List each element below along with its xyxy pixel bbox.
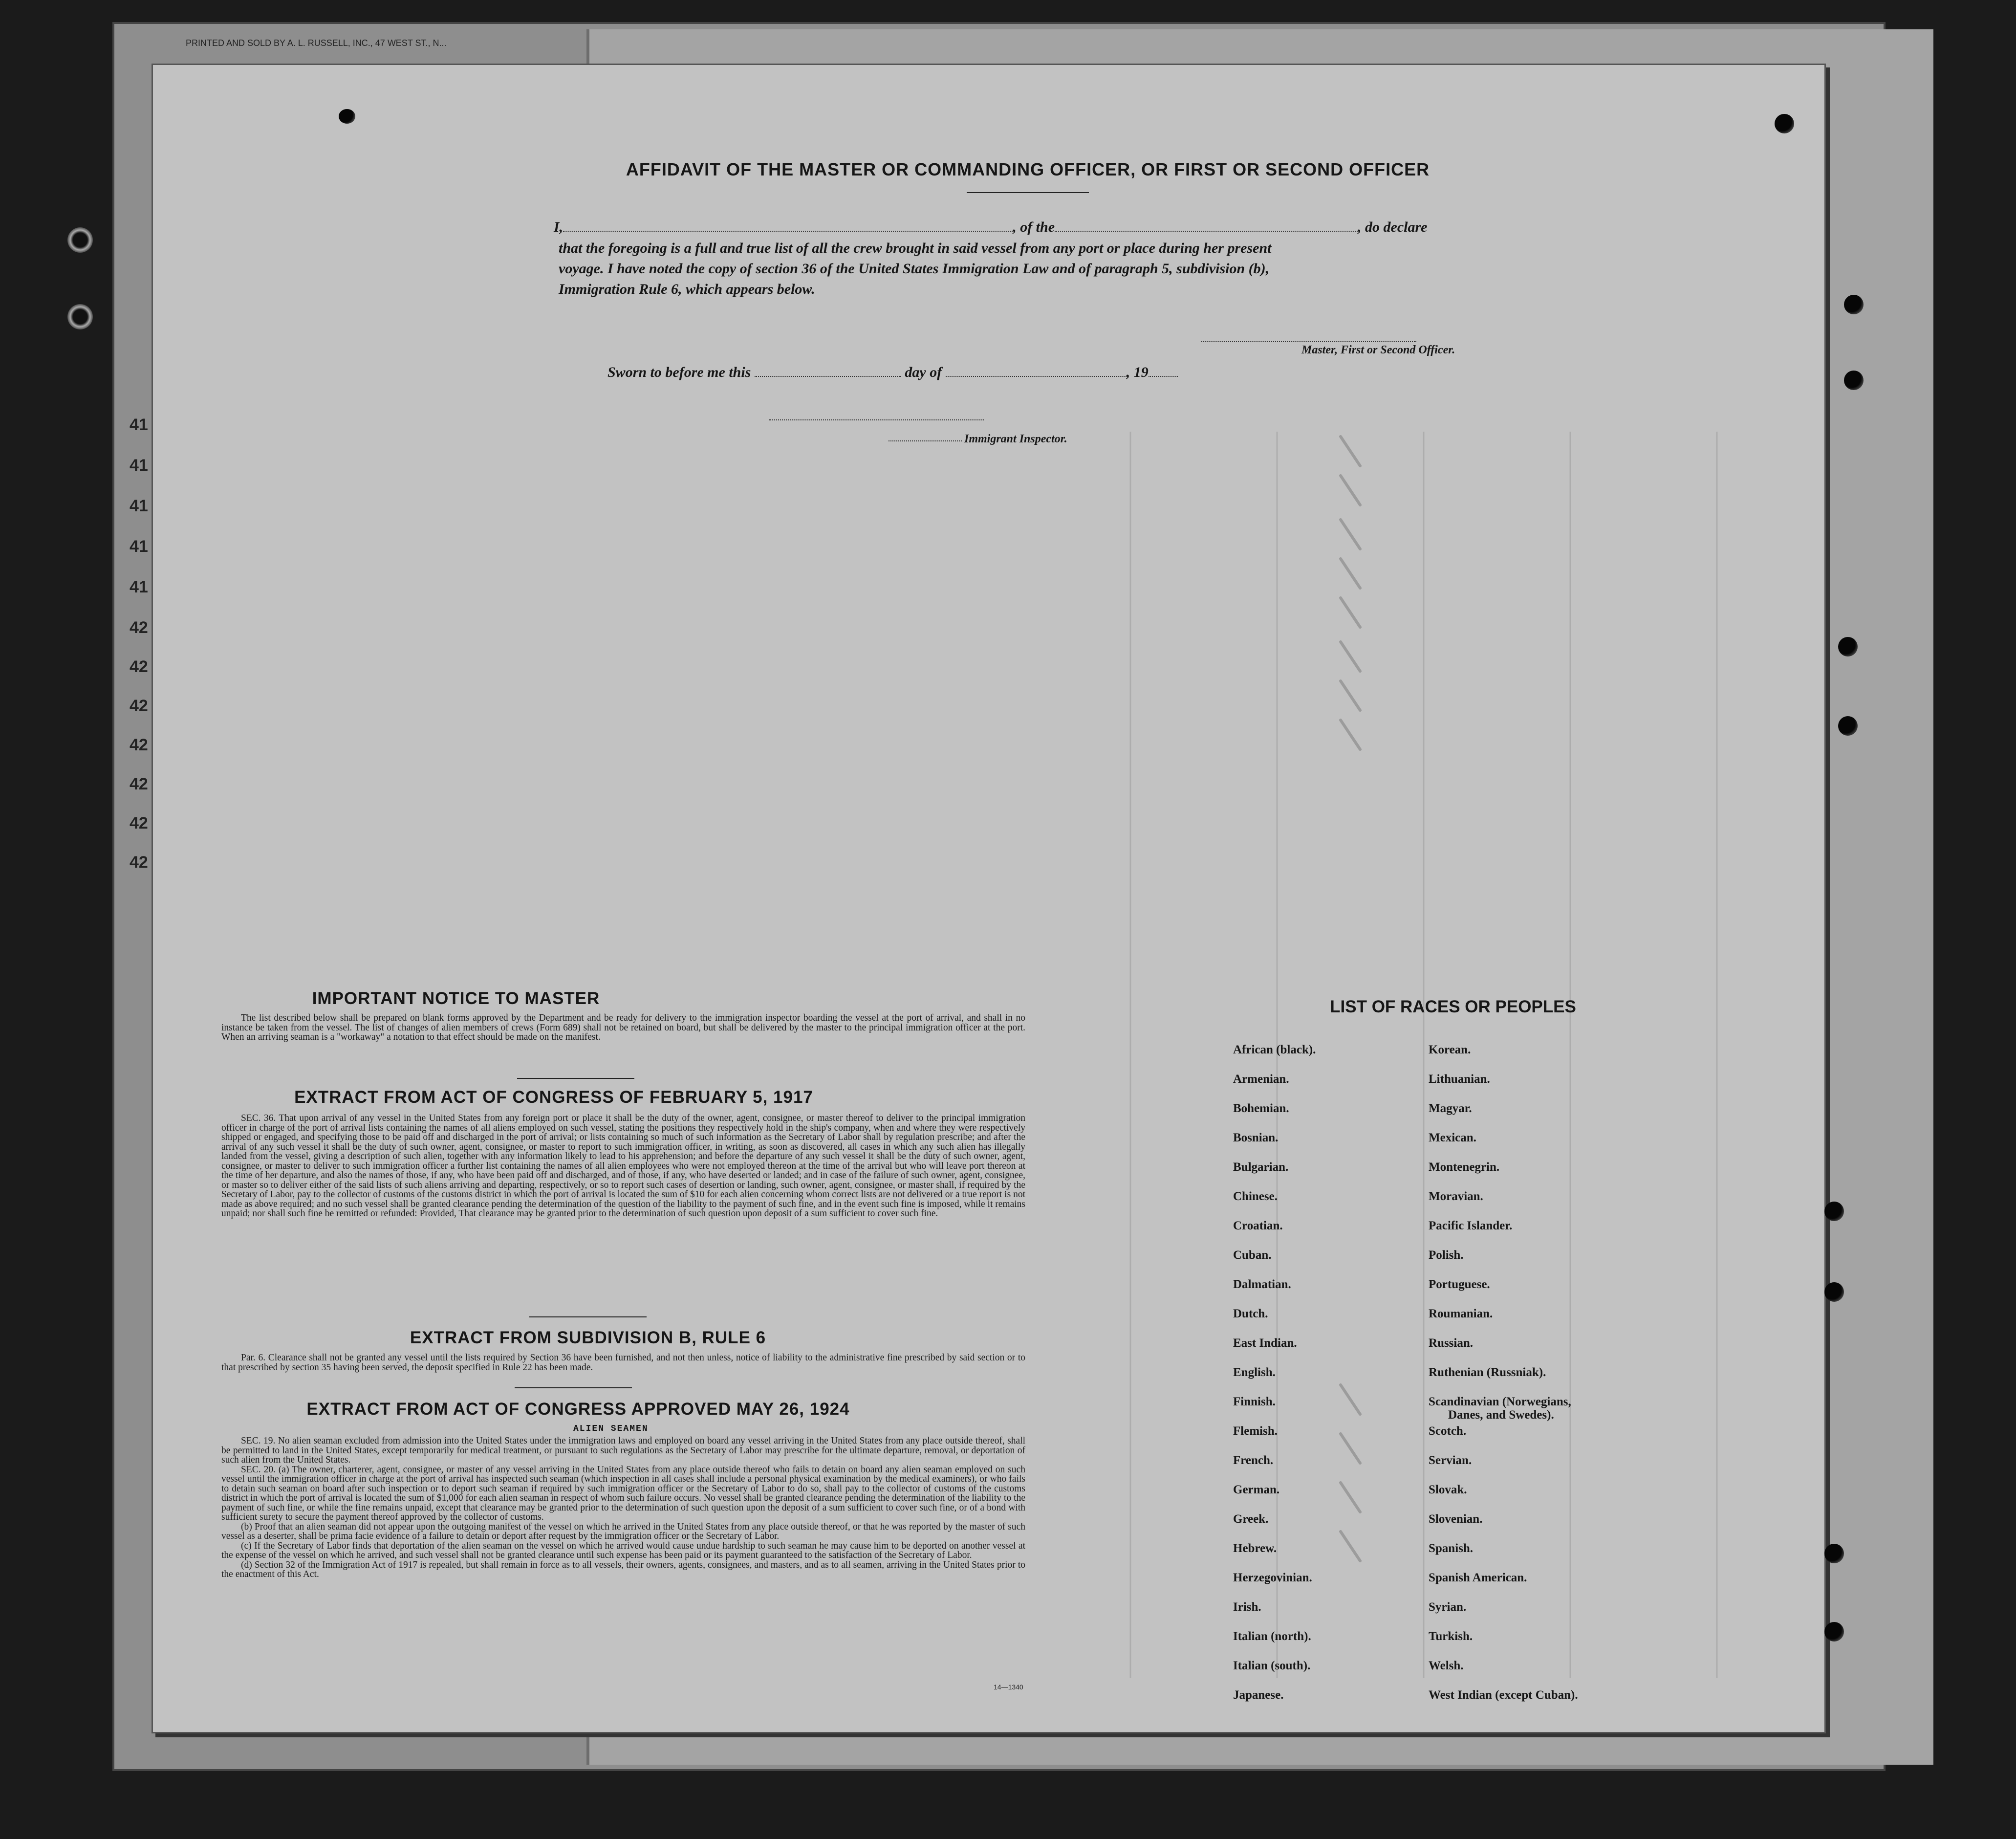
race-item	[1429, 1395, 1578, 1424]
race-item: Turkish.	[1429, 1630, 1473, 1643]
master-signature-line[interactable]	[1201, 341, 1416, 342]
race-item: Korean.	[1429, 1043, 1471, 1056]
rule-1	[517, 1078, 634, 1079]
section-36-paragraph: SEC. 36. That upon arrival of any vessel in the United States from any foreign port or place it shall be the duty of the owner, agent, consignee, or master thereof to deliver to the principal immigration officer in charge of the port of arrival lists containing the names of all aliens employed on such vessel, stating the positions they respectively hold in the ship's company, when and where they were respectively shipped or engaged, and specifying those to be paid off and discharged in the port of arrival; or lists containing so much of such information as the Secretary of Labor shall by regulation prescribe; and after the arrival of any such vessel it shall be the duty of such owner, agent, consignee, or master to report to such immigration officer, in writing, as soon as discovered, all cases in which any such alien has illegally landed from the vessel, giving a description of such alien, together with any information likely to lead to his apprehension; and before the departure of any such vessel it shall be the duty of such owner, agent, consignee, or master to deliver to such immigration officer a further list containing the names of all alien employees who were not employed thereon at the time of the arrival but who will leave port thereon at the time of her departure, and also the names of those, if any, who have been paid off and discharged, and of those, if any, who have deserted or landed; and in case of the failure of such owner, agent, consignee, or master so to deliver either of the said lists of such aliens arriving and departing, respectively, or so to report such cases of desertion or landing, such owner, agent, consignee, or master shall, if required by the Secretary of Labor, pay to the collector of customs of the customs district in which the port of arrival is located the sum of $10 for each alien concerning whom correct lists are not delivered or a true report is not made as above required; and no such vessel shall be granted clearance pending the determination of the question of the liability to the payment of such fine, and in the event such fine is imposed, while it remains unpaid; nor shall such fine be remitted or refunded: Provided, That clearance may be granted prior to the determination of such question upon deposit of a sum sufficient to cover such fine.	[221, 1113, 1025, 1219]
extract-1924-text	[221, 1436, 1025, 1579]
inspector-label: Immigrant Inspector.	[964, 433, 1067, 445]
race-item: Bohemian.	[1233, 1102, 1289, 1115]
extract-rule6-title: EXTRACT FROM SUBDIVISION B, RULE 6	[410, 1328, 766, 1347]
race-item: Syrian.	[1429, 1600, 1467, 1614]
sec-20b-paragraph: (b) Proof that an alien seaman did not appear upon the outgoing manifest of the vessel on which he arrived in the United States from any place outside thereof, or that he was reported by the master of such vessel as a deserter, shall be prima facie evidence of a failure to detain or deport after request by the immigration officer or the Secretary of Labor.	[221, 1521, 1025, 1541]
vessel-blank[interactable]	[1055, 220, 1358, 232]
affidavit-i: I,	[554, 219, 564, 235]
notice-title: IMPORTANT NOTICE TO MASTER	[312, 989, 600, 1008]
edge-number: 41	[130, 537, 148, 556]
race-item: Mexican.	[1429, 1131, 1476, 1144]
punch-hole	[1838, 716, 1858, 736]
race-item: Flemish.	[1233, 1424, 1278, 1438]
printer-line: PRINTED AND SOLD BY A. L. RUSSELL, INC., 47 WEST ST., N...	[186, 38, 447, 48]
race-item: Servian.	[1429, 1454, 1472, 1467]
affidavit-page	[152, 64, 1826, 1733]
race-item: English.	[1233, 1366, 1276, 1379]
edge-line-numbers	[130, 416, 148, 892]
sworn-year-blank[interactable]	[1149, 365, 1178, 377]
name-blank[interactable]	[563, 220, 1013, 232]
races-column-1	[1233, 1043, 1316, 1717]
sec-19-paragraph: SEC. 19. No alien seaman excluded from admission into the United States under the immigration laws and employed on board any vessel arriving in the United States from any place outside thereof, shall be permitted to land in the United States, except temporarily for medical treatment, or pursuant to such regulations as the Secretary of Labor may prescribe for the ultimate departure, removal, or deportation of such alien from the United States.	[221, 1436, 1025, 1465]
affidavit-line-4: Immigration Rule 6, which appears below.	[559, 281, 815, 297]
race-item: Portuguese.	[1429, 1278, 1490, 1291]
edge-number: 41	[130, 416, 148, 434]
punch-hole	[1824, 1622, 1844, 1642]
punch-hole	[1824, 1202, 1844, 1221]
race-item: Spanish.	[1429, 1542, 1474, 1555]
race-item: Pacific Islander.	[1429, 1219, 1513, 1232]
race-item: Finnish.	[1233, 1395, 1276, 1408]
punch-hole	[1844, 295, 1864, 314]
edge-number: 42	[130, 814, 148, 832]
notice-paragraph: The list described below shall be prepared on blank forms approved by the Department and be ready for delivery to the immigration inspector boarding the vessel at the port of arrival, and shall in no instance be taken from the vessel. The list of changes of alien members of crews (Form 689) shall not be retained on board, but shall be delivered by the master to the principal immigration officer at the port. When an arriving seaman is a "workaway" a notation to that effect should be made on the manifest.	[221, 1013, 1025, 1042]
extract-1924-title: EXTRACT FROM ACT OF CONGRESS APPROVED MAY 26, 1924	[306, 1400, 850, 1419]
affidavit-line-1	[554, 219, 1427, 236]
race-item: Italian (north).	[1233, 1630, 1311, 1643]
alien-seamen-subhead: ALIEN SEAMEN	[573, 1424, 649, 1434]
inspector-signature-line[interactable]	[769, 419, 984, 420]
race-item: Lithuanian.	[1429, 1073, 1490, 1086]
race-item: French.	[1233, 1454, 1274, 1467]
races-column-2	[1429, 1043, 1578, 1717]
form-number: 14—1340	[994, 1683, 1023, 1691]
race-item: West Indian (except Cuban).	[1429, 1688, 1578, 1702]
edge-number: 42	[130, 853, 148, 872]
sec-20d-paragraph: (d) Section 32 of the Immigration Act of 1917 is repealed, but shall remain in force as to all vessels, their owners, agents, consignees, and masters, and as to all seamen, arriving in the United States prior to the enactment of this Act.	[221, 1559, 1025, 1579]
extract-1917-title: EXTRACT FROM ACT OF CONGRESS OF FEBRUARY 5, 1917	[294, 1088, 813, 1107]
title-rule	[967, 192, 1089, 193]
race-item: Ruthenian (Russniak).	[1429, 1366, 1546, 1379]
sworn-line	[607, 364, 1178, 381]
race-item: Bulgarian.	[1233, 1160, 1289, 1174]
punch-hole	[1824, 1544, 1844, 1563]
race-item-line: Scandinavian (Norwegians,	[1429, 1395, 1571, 1408]
par-6-paragraph: Par. 6. Clearance shall not be granted any vessel until the lists required by Section 36 have been furnished, and not then unless, notice of liability to the administrative fine prescribed by said section or to that prescribed by section 35 having been served, the deposit specified in Rule 22 has been made.	[221, 1353, 1025, 1373]
sworn-day-of: day of	[905, 364, 942, 380]
race-item: Greek.	[1233, 1512, 1269, 1526]
punch-hole	[1824, 1282, 1844, 1302]
binder-hole	[67, 304, 93, 329]
race-item: Hebrew.	[1233, 1542, 1277, 1555]
race-item: Dutch.	[1233, 1307, 1268, 1320]
race-item: Welsh.	[1429, 1659, 1464, 1672]
notice-text	[221, 1013, 1025, 1042]
sec-20a-paragraph: SEC. 20. (a) The owner, charterer, agent, consignee, or master of any vessel arriving in the United States from any place outside thereof who fails to detain on board any alien seaman employed on such vessel until the immigration officer in charge at the port of arrival has inspected such seaman (which inspection in all cases shall include a personal physical examination by the medical examiners), or who fails to detain such seaman on board after such inspection or to deport such seaman if required by such immigration officer or the Secretary of Labor to do so, shall pay to the collector of customs of the customs district in which the port of arrival is located the sum of $1,000 for each alien seaman in respect of whom such failure occurs. No vessel shall be granted clearance pending the determination of the liability to the payment of such fine, or while the fine remains unpaid, except that clearance may be granted prior to the determination of such question upon the deposit of a sum sufficient to cover such fine, or of a bond with sufficient surety to secure the payment thereof approved by the collector of customs.	[221, 1464, 1025, 1522]
edge-number: 42	[130, 736, 148, 754]
sworn-day-blank[interactable]	[755, 365, 901, 377]
race-item: Bosnian.	[1233, 1131, 1279, 1144]
race-item-line: Danes, and Swedes).	[1448, 1408, 1554, 1422]
race-item: East Indian.	[1233, 1336, 1297, 1350]
race-item: Scotch.	[1429, 1424, 1467, 1438]
race-item: German.	[1233, 1483, 1280, 1496]
sec-20c-paragraph: (c) If the Secretary of Labor finds that deportation of the alien seaman on the vessel on which he arrived would cause undue hardship to such seaman he may cause him to be deported on another vessel at the expense of the vessel on which he arrived, and such vessel shall not be granted clearance until such expense has been paid or its payment guaranteed to the satisfaction of the Secretary of Labor.	[221, 1540, 1025, 1560]
race-item: Slovenian.	[1429, 1512, 1483, 1526]
race-item: Cuban.	[1233, 1248, 1272, 1262]
sworn-year: , 19	[1126, 364, 1149, 380]
affidavit-declare: , do declare	[1358, 219, 1428, 235]
rule-3	[515, 1387, 632, 1388]
race-item: Chinese.	[1233, 1190, 1278, 1203]
edge-number: 41	[130, 497, 148, 515]
race-item: Montenegrin.	[1429, 1160, 1500, 1174]
affidavit-of-the: , of the	[1013, 219, 1055, 235]
affidavit-title: AFFIDAVIT OF THE MASTER OR COMMANDING OFFICER, OR FIRST OR SECOND OFFICER	[626, 159, 1430, 179]
race-item: Magyar.	[1429, 1102, 1472, 1115]
edge-number: 42	[130, 697, 148, 715]
race-item: Irish.	[1233, 1600, 1261, 1614]
affidavit-line-3: voyage. I have noted the copy of section 36 of the United States Immigration Law and of paragraph 5, subdivision (b),	[559, 261, 1270, 277]
race-item: Armenian.	[1233, 1073, 1289, 1086]
binder-hole	[67, 227, 93, 253]
sworn-month-blank[interactable]	[946, 365, 1127, 377]
extract-1917-text	[221, 1114, 1025, 1219]
race-item: Herzegovinian.	[1233, 1571, 1312, 1584]
race-item: Japanese.	[1233, 1688, 1284, 1702]
edge-number: 42	[130, 657, 148, 676]
race-item: Moravian.	[1429, 1190, 1483, 1203]
race-item: Polish.	[1429, 1248, 1464, 1262]
sworn-prefix: Sworn to before me this	[607, 364, 751, 380]
edge-number: 41	[130, 456, 148, 475]
race-item: Dalmatian.	[1233, 1278, 1291, 1291]
edge-number: 41	[130, 578, 148, 596]
inspector-dots	[889, 440, 962, 441]
race-item: African (black).	[1233, 1043, 1316, 1056]
edge-number: 42	[130, 775, 148, 793]
race-item: Croatian.	[1233, 1219, 1283, 1232]
punch-hole	[1838, 637, 1858, 657]
race-item: Italian (south).	[1233, 1659, 1311, 1672]
race-item: Russian.	[1429, 1336, 1474, 1350]
affidavit-line-2: that the foregoing is a full and true list of all the crew brought in said vessel from any port or place during her present	[559, 240, 1272, 256]
race-item: Spanish American.	[1429, 1571, 1527, 1584]
races-title: LIST OF RACES OR PEOPLES	[1330, 997, 1576, 1016]
master-label: Master, First or Second Officer.	[1301, 344, 1455, 356]
extract-rule6-text	[221, 1353, 1025, 1372]
race-item: Slovak.	[1429, 1483, 1467, 1496]
rule-2	[529, 1316, 647, 1317]
edge-number: 42	[130, 618, 148, 637]
punch-hole	[1844, 371, 1864, 390]
race-item: Roumanian.	[1429, 1307, 1493, 1320]
